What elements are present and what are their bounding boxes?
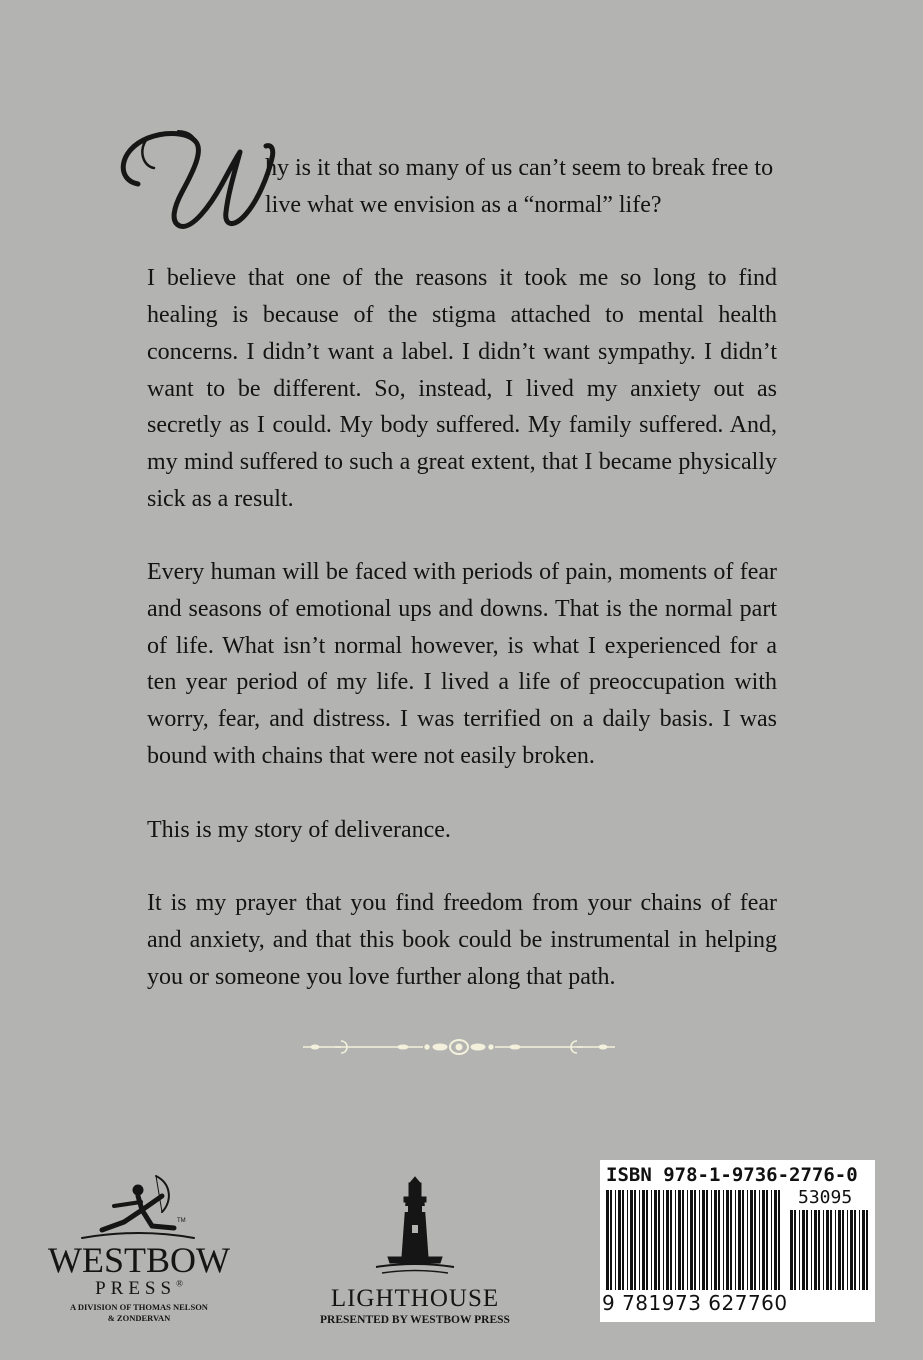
barcode-bar: [730, 1190, 732, 1290]
barcode-bar: [859, 1210, 860, 1290]
barcode-bar: [714, 1190, 717, 1290]
registered-mark: ®: [176, 1278, 183, 1289]
barcode-bar: [826, 1210, 829, 1290]
barcode-bar: [811, 1210, 812, 1290]
barcode-bar: [802, 1210, 805, 1290]
barcode-bar: [778, 1190, 780, 1290]
press-word: PRESS: [95, 1278, 177, 1299]
barcode-bar: [790, 1210, 793, 1290]
barcode-bar: [774, 1190, 777, 1290]
barcode-bar: [823, 1210, 824, 1290]
isbn-barcode: [600, 1160, 875, 1322]
division-line-2: & ZONDERVAN: [107, 1313, 171, 1323]
barcode-bar: [738, 1190, 741, 1290]
barcode-bar: [651, 1190, 652, 1290]
barcode-bar: [847, 1210, 848, 1290]
barcode-bar: [850, 1210, 853, 1290]
barcode-bar: [618, 1190, 621, 1290]
barcode-bar: [718, 1190, 720, 1290]
barcode-bar: [854, 1210, 856, 1290]
division-text: [44, 1302, 234, 1324]
barcode-bar: [634, 1190, 636, 1290]
barcode-bar: [630, 1190, 633, 1290]
westbow-name: WESTBOW: [48, 1240, 230, 1280]
barcode-bar: [762, 1190, 765, 1290]
lighthouse-name: LIGHTHOUSE: [330, 1285, 500, 1312]
division-line-1: A DIVISION OF THOMAS NELSON: [70, 1302, 208, 1312]
barcode-bar: [766, 1190, 768, 1290]
barcode-bar: [830, 1210, 832, 1290]
intro-paragraph: hy is it that so many of us can’t seem to break free to live what we envision as a “normal” life?: [265, 155, 774, 218]
barcode-bar: [771, 1190, 772, 1290]
lighthouse-subtitle: PRESENTED BY WESTBOW PRESS: [320, 1314, 510, 1326]
barcode-bar: [742, 1190, 744, 1290]
barcode-bar: [814, 1210, 817, 1290]
barcode-bar: [610, 1190, 612, 1290]
barcode-bar: [639, 1190, 640, 1290]
barcode-bar: [866, 1210, 868, 1290]
barcode-bar: [806, 1210, 808, 1290]
barcode-bar: [799, 1210, 800, 1290]
barcode-bar: [622, 1190, 624, 1290]
trademark-mark: TM: [177, 1218, 186, 1224]
ornamental-divider: [303, 1032, 615, 1062]
barcode-bar: [794, 1210, 796, 1290]
barcode-digits: 9 781973 627760: [602, 1291, 788, 1315]
barcode-bar: [706, 1190, 708, 1290]
westbow-press-logo: [44, 1172, 234, 1332]
barcode-bar: [842, 1210, 844, 1290]
barcode-bar: [615, 1190, 616, 1290]
paragraph-story: This is my story of deliverance.: [147, 816, 451, 843]
barcode-bar: [666, 1190, 669, 1290]
barcode-bar: [690, 1190, 693, 1290]
archer-icon: [44, 1172, 234, 1244]
barcode-bar: [675, 1190, 676, 1290]
barcode-bar: [754, 1190, 756, 1290]
barcode-bar: [606, 1190, 609, 1290]
lighthouse-logo: [300, 1175, 530, 1335]
barcode-bar: [678, 1190, 681, 1290]
barcode-bar: [862, 1210, 865, 1290]
barcode-bar: [711, 1190, 712, 1290]
barcode-bar: [682, 1190, 684, 1290]
barcode-bar: [670, 1190, 672, 1290]
barcode-bar: [654, 1190, 657, 1290]
lighthouse-icon: [300, 1175, 530, 1285]
barcode-bar: [663, 1190, 664, 1290]
barcode-bar: [658, 1190, 660, 1290]
barcode-bar: [694, 1190, 696, 1290]
paragraph-prayer: It is my prayer that you find freedom from your chains of fear and anxiety, and that this book could be instrumental in helping you or someone you love further along that path.: [147, 890, 777, 990]
price-code: 53095: [798, 1187, 853, 1208]
paragraph-stigma: I believe that one of the reasons it took me so long to find healing is because of the stigma attached to mental health concerns. I didn’t want a label. I didn’t want sympathy. I didn’t want to be different. So, instead, I lived my anxiety out as secretly as I could. My body suffered. My family suffered. And, my mind suffered to such a great extent, that I became physically sick as a result.: [147, 265, 777, 512]
barcode-bar: [750, 1190, 753, 1290]
barcode-bar: [702, 1190, 705, 1290]
barcode-bar: [699, 1190, 700, 1290]
barcode-bar: [818, 1210, 820, 1290]
barcode-bar: [747, 1190, 748, 1290]
isbn-text: ISBN 978-1-9736-2776-0: [606, 1164, 858, 1186]
paragraph-every-human: Every human will be faced with periods of pain, moments of fear and seasons of emotional ups and downs. That is the normal part of life. What isn’t normal however, is what I experienced for a ten year period of my life. I lived a life of preoccupation with worry, fear, and distress. I was terrified on a daily basis. I was bound with chains that were not easily broken.: [147, 559, 777, 769]
back-cover-text: [147, 150, 777, 1032]
barcode-bar: [759, 1190, 760, 1290]
barcode-bar: [723, 1190, 724, 1290]
barcode-bar: [642, 1190, 645, 1290]
barcode-bar: [646, 1190, 648, 1290]
barcode-bar: [687, 1190, 688, 1290]
barcode-bar: [838, 1210, 841, 1290]
barcode-bar: [726, 1190, 729, 1290]
barcode-bar: [735, 1190, 736, 1290]
westbow-press-line: [44, 1278, 234, 1300]
barcode-bar: [627, 1190, 628, 1290]
barcode-bar: [835, 1210, 836, 1290]
